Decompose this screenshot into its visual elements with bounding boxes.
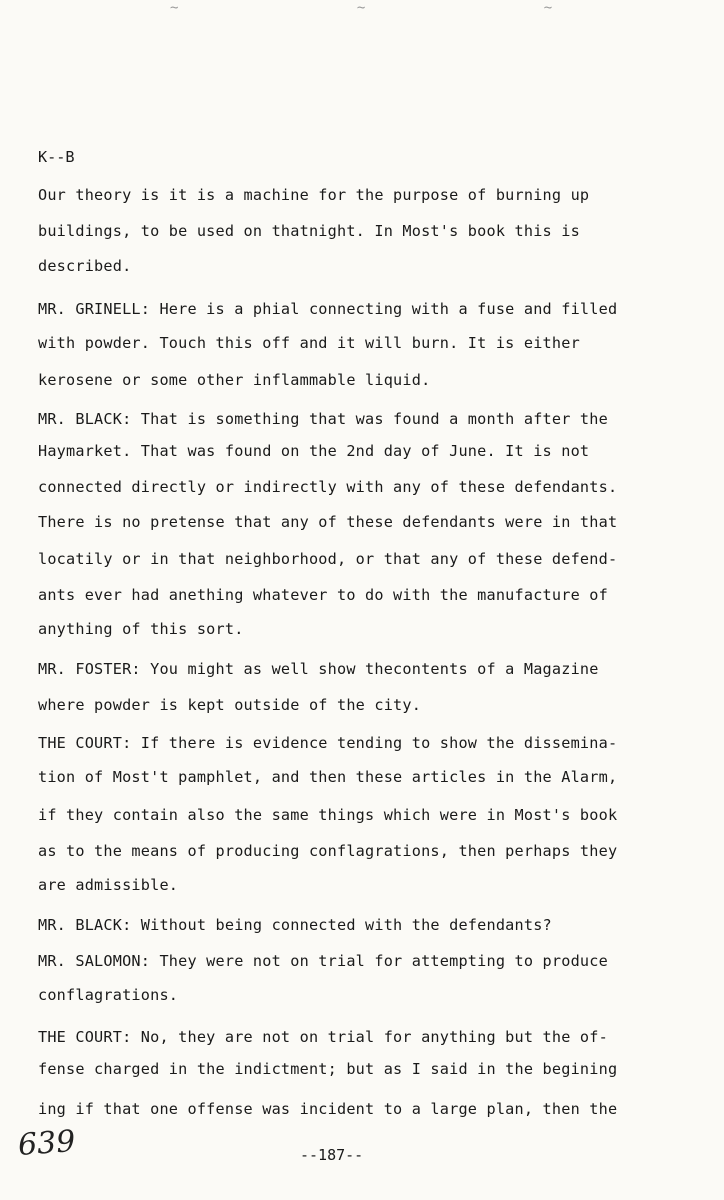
text-line: connected directly or indirectly with any of these defendants.	[38, 478, 618, 496]
text-line: kerosene or some other inflammable liquid.	[38, 371, 431, 389]
text-line: fense charged in the indictment; but as I said in the begining	[38, 1060, 618, 1078]
footer-page-number: --187--	[300, 1146, 364, 1164]
text-line: THE COURT: No, they are not on trial for anything but the of-	[38, 1028, 608, 1046]
document-header-id: K--B	[38, 148, 75, 166]
text-line: buildings, to be used on thatnight. In Most's book this is	[38, 222, 580, 240]
handwritten-page-number: 639	[16, 1124, 77, 1163]
scan-mark: ~	[356, 0, 366, 16]
text-line: tion of Most't pamphlet, and then these articles in the Alarm,	[38, 768, 618, 786]
text-line: locatily or in that neighborhood, or that any of these defend-	[38, 550, 618, 568]
text-line: if they contain also the same things which were in Most's book	[38, 806, 618, 824]
text-line: with powder. Touch this off and it will burn. It is either	[38, 334, 580, 352]
text-line: where powder is kept outside of the city.	[38, 696, 422, 714]
text-line: ants ever had anething whatever to do with the manufacture of	[38, 586, 608, 604]
text-line: There is no pretense that any of these defendants were in that	[38, 513, 618, 531]
text-line: MR. FOSTER: You might as well show thecontents of a Magazine	[38, 660, 599, 678]
scan-mark: ~	[170, 0, 179, 16]
text-line: anything of this sort.	[38, 620, 244, 638]
text-line: are admissible.	[38, 876, 179, 894]
text-line: ing if that one offense was incident to a large plan, then the	[38, 1100, 618, 1118]
text-line: THE COURT: If there is evidence tending to show the dissemina-	[38, 734, 618, 752]
text-line: conflagrations.	[38, 986, 179, 1004]
scan-mark: ~	[543, 0, 553, 16]
text-line: described.	[38, 257, 132, 275]
text-line: Our theory is it is a machine for the purpose of burning up	[38, 186, 590, 204]
top-scan-marks	[170, 0, 552, 16]
text-line: MR. BLACK: That is something that was found a month after the	[38, 410, 608, 428]
text-line: as to the means of producing conflagrations, then perhaps they	[38, 842, 618, 860]
text-line: MR. BLACK: Without being connected with the defendants?	[38, 916, 552, 934]
text-line: MR. SALOMON: They were not on trial for attempting to produce	[38, 952, 608, 970]
text-line: MR. GRINELL: Here is a phial connecting with a fuse and filled	[38, 300, 618, 318]
text-line: Haymarket. That was found on the 2nd day of June. It is not	[38, 442, 590, 460]
